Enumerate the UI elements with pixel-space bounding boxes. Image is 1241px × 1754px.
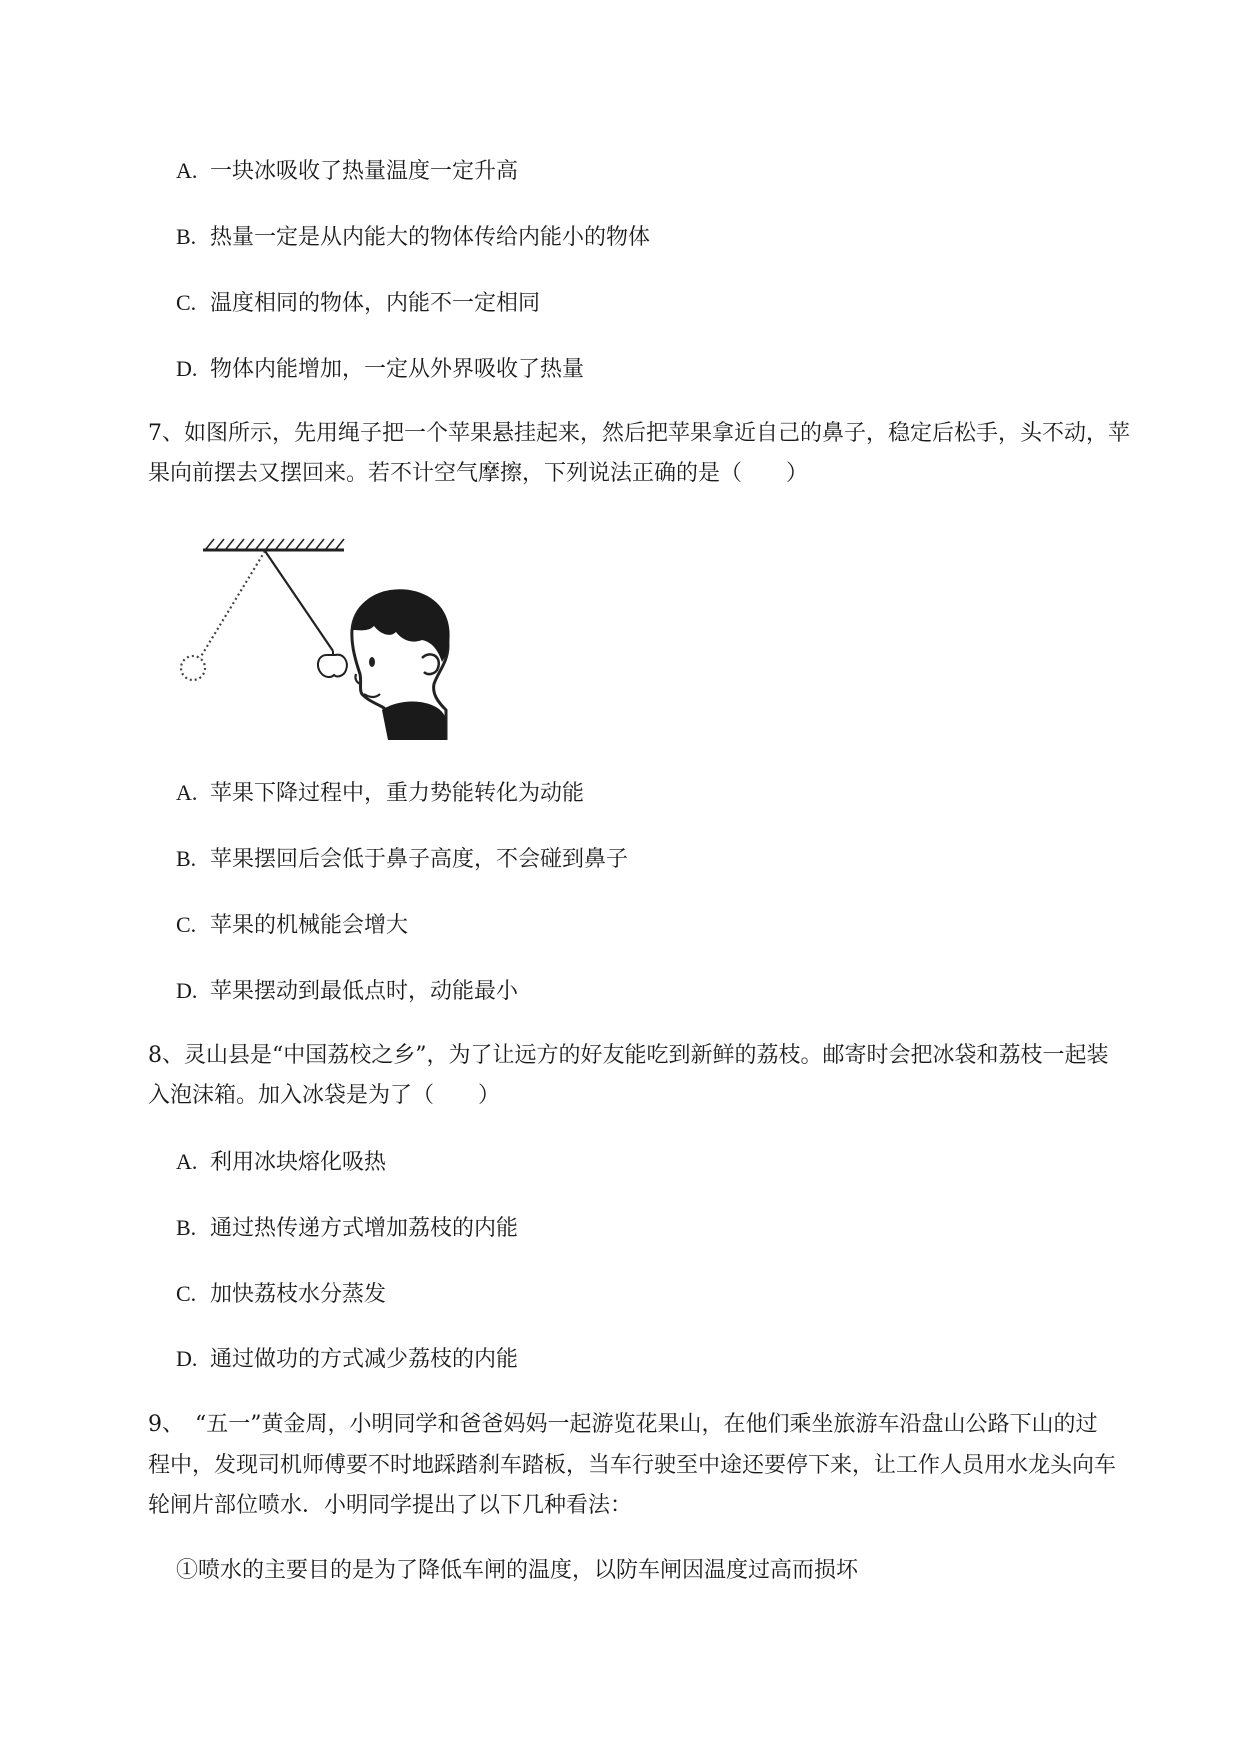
- q8-option-a: [176, 1147, 386, 1178]
- option-text: 物体内能增加，一定从外界吸收了热量: [210, 357, 585, 382]
- q9-stem-line-3: 轮闸片部位喷水．小明同学提出了以下几种看法：: [148, 1493, 633, 1518]
- pendulum-apple-face-illustration: [176, 534, 476, 740]
- option-text: 苹果的机械能会增大: [210, 913, 409, 938]
- option-text: 温度相同的物体，内能不一定相同: [210, 291, 541, 316]
- option-letter: C.: [176, 912, 197, 937]
- q8-stem-line-1: 8、灵山县是“中国荔校之乡”，为了让远方的好友能吃到新鲜的荔枝。邮寄时会把冰袋和荔枝一起装: [148, 1043, 1109, 1068]
- option-letter: C.: [176, 290, 197, 315]
- q6-option-a: [176, 156, 518, 187]
- q6-option-c: [176, 288, 540, 319]
- q9-stem-line-2: 程中，发现司机师傅要不时地踩踏刹车踏板，当车行驶至中途还要停下来，让工作人员用水龙头向车: [148, 1453, 1117, 1478]
- option-letter: D.: [176, 356, 198, 381]
- q7-option-d: [176, 976, 518, 1007]
- option-letter: B.: [176, 1215, 197, 1240]
- q8-stem-line-2: 入泡沫箱。加入冰袋是为了（ ）: [148, 1083, 501, 1108]
- option-letter: B.: [176, 224, 197, 249]
- option-letter: B.: [176, 846, 197, 871]
- option-text: 热量一定是从内能大的物体传给内能小的物体: [210, 225, 651, 250]
- q7-stem-line-2: 果向前摆去又摆回来。若不计空气摩擦，下列说法正确的是（ ）: [148, 461, 809, 486]
- ceiling-hatch: [206, 539, 344, 549]
- q7-option-a: [176, 778, 584, 809]
- option-text: 苹果摆回后会低于鼻子高度，不会碰到鼻子: [210, 847, 629, 872]
- apple: [318, 655, 347, 677]
- eye: [369, 657, 375, 667]
- option-text: 加快荔枝水分蒸发: [210, 1282, 387, 1307]
- q7-option-c: [176, 910, 408, 941]
- option-letter: D.: [176, 978, 198, 1003]
- option-letter: A.: [176, 1149, 198, 1174]
- q6-option-d: [176, 354, 584, 385]
- option-letter: A.: [176, 780, 198, 805]
- q7-option-b: [176, 844, 628, 875]
- q8-option-d: [176, 1344, 518, 1375]
- q7-stem-line-1: 7、如图所示，先用绳子把一个苹果悬挂起来，然后把苹果拿近自己的鼻子，稳定后松手，头不动，苹: [148, 421, 1131, 446]
- dotted-apple: [181, 656, 205, 680]
- solid-rope: [265, 551, 333, 651]
- option-text: 利用冰块熔化吸热: [210, 1150, 387, 1175]
- option-letter: D.: [176, 1346, 198, 1371]
- q9-stem-line-1: 9、 “五一”黄金周，小明同学和爸爸妈妈一起游览花果山，在他们乘坐旅游车沿盘山公路下山的过: [148, 1412, 1098, 1437]
- q8-option-b: [176, 1213, 518, 1244]
- q6-option-b: [176, 222, 650, 253]
- option-text: 苹果摆动到最低点时，动能最小: [210, 979, 519, 1004]
- option-letter: C.: [176, 1281, 197, 1306]
- option-text: 一块冰吸收了热量温度一定升高: [210, 159, 519, 184]
- q8-option-c: [176, 1279, 386, 1310]
- option-text: 苹果下降过程中，重力势能转化为动能: [210, 781, 585, 806]
- option-text: 通过热传递方式增加荔枝的内能: [210, 1216, 519, 1241]
- q9-statement-1: ①喷水的主要目的是为了降低车闸的温度，以防车闸因温度过高而损坏: [176, 1558, 859, 1583]
- option-letter: A.: [176, 158, 198, 183]
- dotted-rope: [200, 551, 265, 658]
- option-text: 通过做功的方式减少荔枝的内能: [210, 1347, 519, 1372]
